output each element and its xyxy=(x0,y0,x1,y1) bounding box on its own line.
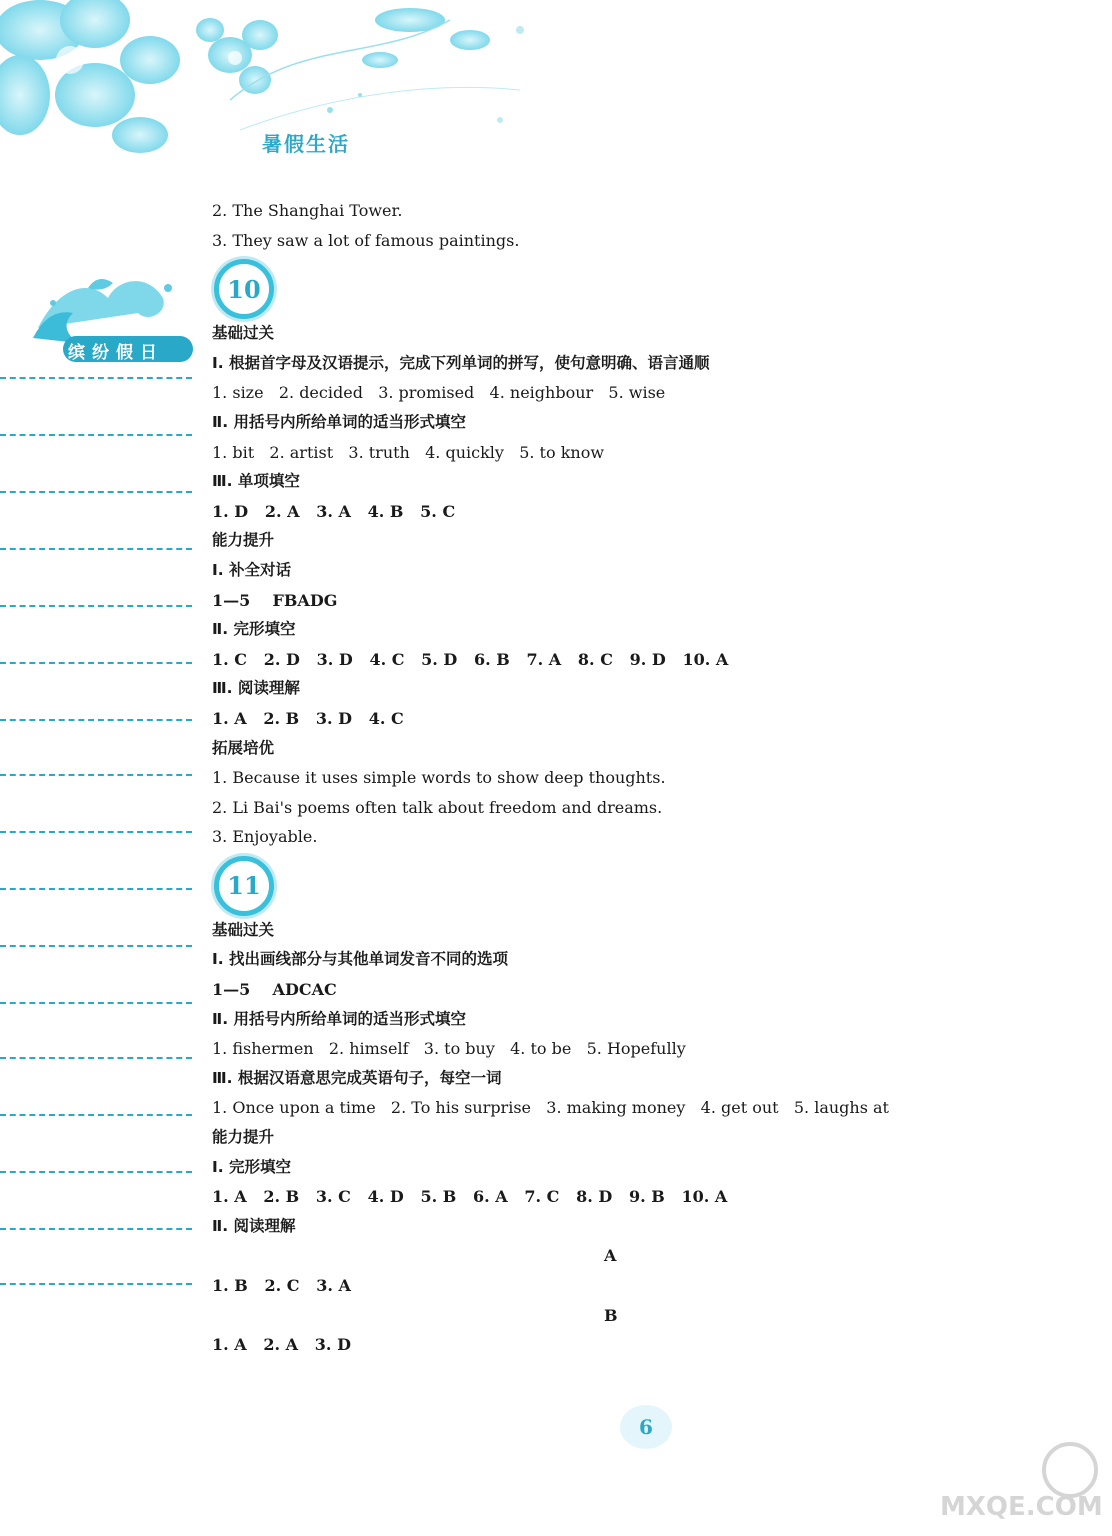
section-heading: Ⅲ. 单项填空 xyxy=(212,472,300,491)
answer-line: 1. fishermen 2. himself 3. to buy 4. to be 5. Hopefully xyxy=(212,1039,686,1059)
sidebar-dash-line xyxy=(0,605,192,607)
answer-line: 3. They saw a lot of famous paintings. xyxy=(212,230,520,250)
sidebar-dash-line xyxy=(0,434,192,436)
section-heading: Ⅰ. 完形填空 xyxy=(212,1157,292,1176)
sidebar-dash-line xyxy=(0,888,192,890)
unit-11-header xyxy=(212,852,912,916)
section-heading: Ⅲ. 阅读理解 xyxy=(212,679,300,698)
sidebar-dash-line xyxy=(0,1002,192,1004)
answer-line: 1. A 2. A 3. D xyxy=(212,1335,351,1355)
sidebar-dash-line xyxy=(0,1057,192,1059)
watermark-text: MXQE.COM xyxy=(940,1492,1103,1522)
section-heading: Ⅰ. 根据首字母及汉语提示，完成下列单词的拼写，使句意明确、语言通顺 xyxy=(212,353,710,372)
answer-line: 1. Because it uses simple words to show deep thoughts. xyxy=(212,768,666,788)
sidebar-dash-line xyxy=(0,1114,192,1116)
answer-line: 2. The Shanghai Tower. xyxy=(212,201,403,220)
sidebar-dash-line xyxy=(0,774,192,776)
section-heading: Ⅱ. 用括号内所给单词的适当形式填空 xyxy=(212,412,466,431)
answer-line: 3. Enjoyable. xyxy=(212,827,318,847)
sidebar-dash-line xyxy=(0,491,192,493)
sidebar-dash-line xyxy=(0,1283,192,1285)
answer-line: 1. A 2. B 3. D 4. C xyxy=(212,708,404,728)
sidebar-dash-line xyxy=(0,1171,192,1173)
sidebar-dash-line xyxy=(0,831,192,833)
sidebar-dash-line xyxy=(0,662,192,664)
answer-line: 1. B 2. C 3. A xyxy=(212,1276,351,1295)
sidebar-dash-line xyxy=(0,1228,192,1230)
unit-10-header xyxy=(212,255,912,319)
section-heading: Ⅰ. 补全对话 xyxy=(212,560,292,579)
section-heading: Ⅱ. 用括号内所给单词的适当形式填空 xyxy=(212,1009,466,1028)
answer-line: 1. Once upon a time 2. To his surprise 3. making money 4. get out 5. laughs at xyxy=(212,1098,889,1118)
unit-number-badge: 11 xyxy=(214,856,274,916)
section-heading: 拓展培优 xyxy=(212,738,275,757)
answer-line: B xyxy=(604,1305,618,1325)
sidebar-dash-line xyxy=(0,548,192,550)
section-heading: Ⅱ. 完形填空 xyxy=(212,620,296,639)
answer-line: 1. bit 2. artist 3. truth 4. quickly 5. to know xyxy=(212,442,605,462)
answer-line: 1. D 2. A 3. A 4. B 5. C xyxy=(212,501,456,521)
answer-line: A xyxy=(604,1246,617,1266)
answer-line: 1—5 ADCAC xyxy=(212,980,337,1000)
answer-line: 1. size 2. decided 3. promised 4. neighbour 5. wise xyxy=(212,383,666,403)
unit-11-answers xyxy=(212,916,912,1360)
section-heading: Ⅱ. 阅读理解 xyxy=(212,1216,296,1235)
unit-number-badge: 10 xyxy=(214,259,274,319)
header-title: 暑假生活 xyxy=(262,132,350,156)
unit-10-answers xyxy=(212,319,912,852)
answer-line: 1. A 2. B 3. C 4. D 5. B 6. A 7. C 8. D 9. B 10. A xyxy=(212,1187,728,1207)
answer-line: 2. Li Bai's poems often talk about freedom and dreams. xyxy=(212,797,663,817)
section-heading: 基础过关 xyxy=(212,920,275,939)
section-heading: Ⅲ. 根据汉语意思完成英语句子，每空一词 xyxy=(212,1068,502,1087)
section-heading: 基础过关 xyxy=(212,324,275,343)
section-heading: 能力提升 xyxy=(212,531,275,550)
sidebar-dash-line xyxy=(0,945,192,947)
answer-content xyxy=(212,196,912,1360)
sidebar-dash-line xyxy=(0,377,192,379)
answer-line: 1. C 2. D 3. D 4. C 5. D 6. B 7. A 8. C 9. D 10. A xyxy=(212,649,729,669)
answer-line: 1—5 FBADG xyxy=(212,590,338,610)
section-heading: Ⅰ. 找出画线部分与其他单词发音不同的选项 xyxy=(212,950,509,969)
floral-header-decoration xyxy=(0,0,560,200)
sidebar-dash-line xyxy=(0,719,192,721)
section-heading: 能力提升 xyxy=(212,1128,275,1147)
page-number: 6 xyxy=(620,1405,672,1449)
sidebar-logo-text: 缤纷假日 xyxy=(68,343,164,363)
watermark-logo xyxy=(930,1430,1110,1530)
